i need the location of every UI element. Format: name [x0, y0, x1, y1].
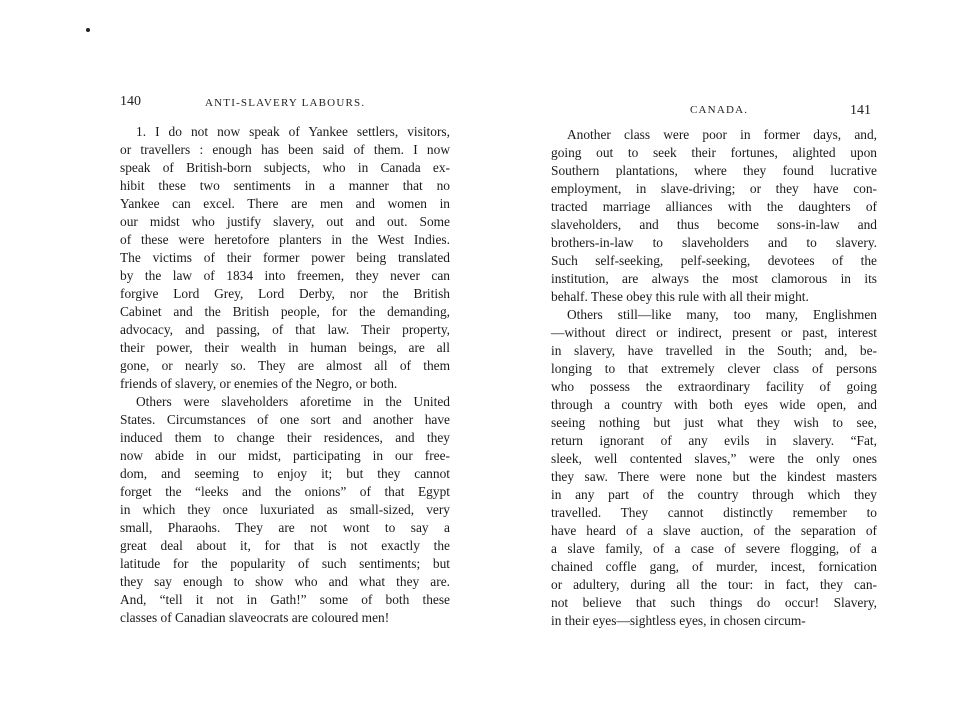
text-line: Southern plantations, where they found lucrative: [551, 163, 877, 178]
paragraph: [120, 123, 450, 393]
right-page-number: 141: [850, 103, 871, 118]
text-line: or adultery, during all the tour: in fact, they can-: [551, 577, 877, 592]
right-page: [490, 0, 980, 707]
text-line: Others still—like many, too many, Englishmen: [567, 307, 877, 322]
text-line: induced them to change their residences, and they: [120, 430, 450, 445]
text-line: in any part of the country through which they: [551, 487, 877, 502]
text-line: a slave family, of a case of severe flogging, of a: [551, 541, 877, 556]
left-running-head: ANTI-SLAVERY LABOURS.: [205, 97, 366, 109]
text-line: in which they once luxuriated as small-sized, very: [120, 502, 450, 517]
text-line: behalf. These obey this rule with all their might.: [551, 289, 809, 304]
text-line: advocacy, and passing, of that law. Their property,: [120, 322, 450, 337]
text-line: in their eyes—sightless eyes, in chosen circum-: [551, 613, 806, 628]
text-line: longing to that extremely clever class of persons: [551, 361, 877, 376]
text-line: they saw. There were none but the kindest masters: [551, 469, 877, 484]
text-line: they say enough to show who and what they are.: [120, 574, 450, 589]
text-line: friends of slavery, or enemies of the Negro, or both.: [120, 376, 398, 391]
paragraph: [551, 306, 877, 630]
text-line: employment, in slave-driving; or they have con-: [551, 181, 877, 196]
text-line: now abide in our midst, participating in our free-: [120, 448, 450, 463]
text-line: travelled. They cannot distinctly remember to: [551, 505, 877, 520]
right-running-head: CANADA.: [690, 104, 749, 116]
left-page-text: [120, 123, 450, 627]
text-line: through a country with both eyes wide open, and: [551, 397, 877, 412]
text-line: of these were heretofore planters in the West Indies.: [120, 232, 450, 247]
text-line: by the law of 1834 into freemen, they never can: [120, 268, 450, 283]
text-line: or travellers : enough has been said of them. I now: [120, 142, 450, 157]
text-line: Others were slaveholders aforetime in the United: [136, 394, 450, 409]
text-line: States. Circumstances of one sort and another have: [120, 412, 450, 427]
text-line: seeing nothing but just what they wish to see,: [551, 415, 877, 430]
text-line: in slavery, have travelled in the South; and, be-: [551, 343, 877, 358]
text-line: slaveholders, and thus become sons-in-law and: [551, 217, 877, 232]
text-line: gone, or nearly so. They are almost all of them: [120, 358, 450, 373]
text-line: going out to seek their fortunes, alighted upon: [551, 145, 877, 160]
text-line: Cabinet and the British people, for the demanding,: [120, 304, 450, 319]
text-line: The victims of their former power being translated: [120, 250, 450, 265]
ink-speck: [86, 28, 90, 32]
text-line: chained coffle gang, of murder, incest, fornication: [551, 559, 877, 574]
text-line: have heard of a slave auction, of the separation of: [551, 523, 877, 538]
text-line: their power, their wealth in human beings, are all: [120, 340, 450, 355]
left-page-number: 140: [120, 94, 141, 109]
text-line: Such self-seeking, pelf-seeking, devotees of the: [551, 253, 877, 268]
text-line: Another class were poor in former days, and,: [567, 127, 877, 142]
text-line: great deal about it, for that is not exactly the: [120, 538, 450, 553]
paragraph: [120, 393, 450, 627]
text-line: our midst who justify slavery, out and out. Some: [120, 214, 450, 229]
text-line: who possess the extraordinary facility of going: [551, 379, 877, 394]
text-line: small, Pharaohs. They are not wont to say a: [120, 520, 450, 535]
text-line: 1. I do not now speak of Yankee settlers, visitors,: [136, 124, 450, 139]
text-line: And, “tell it not in Gath!” some of both these: [120, 592, 450, 607]
text-line: sleek, well contented slaves,” were the only ones: [551, 451, 877, 466]
text-line: latitude for the popularity of such sentiments; but: [120, 556, 450, 571]
text-line: dom, and seeming to enjoy it; but they cannot: [120, 466, 450, 481]
right-page-text: [551, 126, 877, 630]
text-line: tracted marriage alliances with the daughters of: [551, 199, 877, 214]
text-line: brothers-in-law to slaveholders and to slavery.: [551, 235, 877, 250]
text-line: return ignorant of any evils in slavery. “Fat,: [551, 433, 877, 448]
text-line: classes of Canadian slaveocrats are coloured men!: [120, 610, 390, 625]
text-line: institution, are always the most clamorous in its: [551, 271, 877, 286]
text-line: forget the “leeks and the onions” of that Egypt: [120, 484, 450, 499]
text-line: not believe that such things do occur! Slavery,: [551, 595, 877, 610]
text-line: hibit these two sentiments in a manner that no: [120, 178, 450, 193]
text-line: speak of British-born subjects, who in Canada ex-: [120, 160, 450, 175]
paragraph: [551, 126, 877, 306]
text-line: Yankee can excel. There are men and women in: [120, 196, 450, 211]
text-line: —without direct or indirect, present or past, interest: [551, 325, 877, 340]
text-line: forgive Lord Grey, Lord Derby, nor the British: [120, 286, 450, 301]
